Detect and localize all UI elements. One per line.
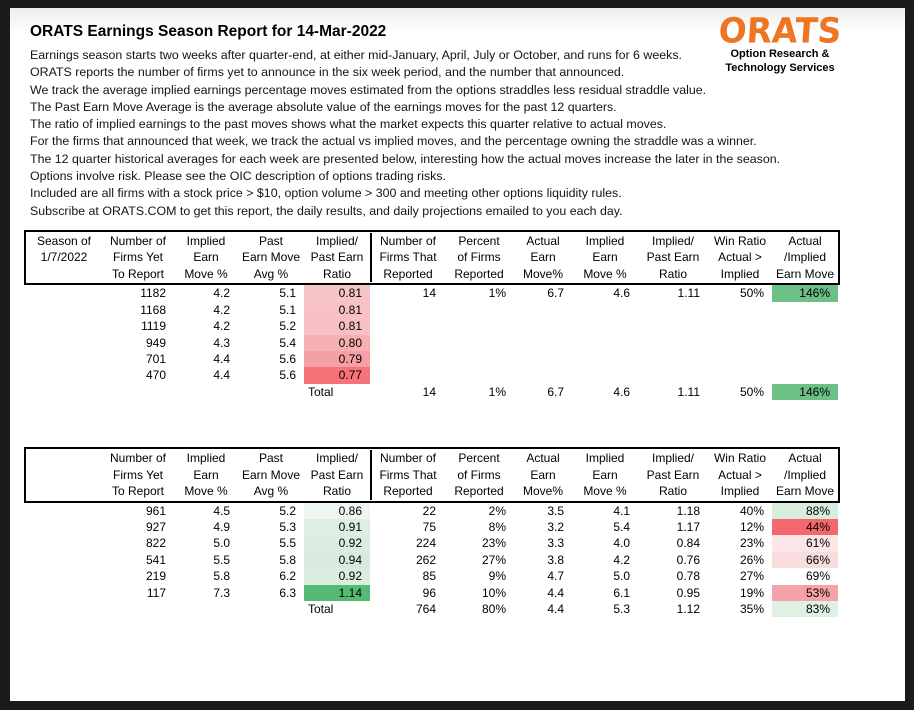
table-cell: 4.4 <box>547 585 564 600</box>
table-cell: 1.11 <box>677 286 700 301</box>
table-cell <box>26 285 102 301</box>
table-cell: 23% <box>739 536 764 551</box>
table-cell: 80% <box>481 602 506 617</box>
table-cell: 4.4 <box>547 602 564 617</box>
table-cell: 61% <box>772 535 838 551</box>
table-cell: 5.5 <box>279 536 296 551</box>
table-cell: 4.2 <box>613 552 630 567</box>
intro-line: The 12 quarter historical averages for each week are presented below, interesting how the actual moves increase the later in the season. <box>30 151 781 166</box>
table-cell: 0.77 <box>304 367 370 383</box>
table-cell: 0.81 <box>304 302 370 318</box>
table-cell: 0.78 <box>676 569 700 584</box>
table-cell: 9% <box>488 569 506 584</box>
intro-line: The Past Earn Move Average is the average absolute value of the earnings moves for the past 12 quarters. <box>30 99 617 114</box>
table-cell: 75 <box>422 520 436 535</box>
table-cell <box>514 318 572 334</box>
table-cell <box>26 568 102 584</box>
table-row <box>26 335 840 351</box>
table-cell <box>708 302 772 318</box>
table-cell: 4.7 <box>547 569 564 584</box>
table-cell: 12% <box>739 520 764 535</box>
table-cell: 0.92 <box>304 535 370 551</box>
table-cell: 0.91 <box>304 519 370 535</box>
table-cell: 6.1 <box>613 585 630 600</box>
table-cell: 5.0 <box>213 536 230 551</box>
table-cell <box>708 367 772 383</box>
table-row <box>26 384 840 400</box>
table-row <box>26 535 840 551</box>
table-row <box>26 519 840 535</box>
table-cell: Total <box>308 602 334 617</box>
table-cell: 1% <box>488 286 506 301</box>
table-cell: 224 <box>415 536 436 551</box>
table-cell: 4.2 <box>213 286 230 301</box>
logo-tagline-line2: Technology Services <box>725 61 835 74</box>
table-cell <box>638 302 708 318</box>
table-cell: 4.2 <box>213 319 230 334</box>
table-cell: 470 <box>145 368 166 383</box>
header-cell: Number of Firms That Reported <box>370 233 444 283</box>
table-cell: 19% <box>739 585 764 600</box>
table-row <box>26 601 840 617</box>
table-cell <box>370 318 444 334</box>
table-cell: 146% <box>772 285 838 301</box>
table-cell <box>772 335 838 351</box>
table-cell <box>772 367 838 383</box>
table-cell: 4.5 <box>213 503 230 518</box>
header-cell: Implied/ Past Earn Ratio <box>310 233 364 281</box>
table-cell: 1.17 <box>676 520 700 535</box>
intro-line: Earnings season starts two weeks after quarter-end, at either mid-January, April, July or October, and runs for 6 weeks. <box>30 48 682 62</box>
table-cell: 69% <box>805 569 830 584</box>
table-cell <box>572 351 638 367</box>
table-cell: 53% <box>772 585 838 601</box>
table-cell: 949 <box>145 335 166 350</box>
header-cell: Past Earn Move Avg % <box>241 451 301 499</box>
table-cell <box>26 585 102 601</box>
table-cell: 701 <box>145 352 166 367</box>
table-cell <box>26 535 102 551</box>
table-cell <box>26 302 102 318</box>
table-cell <box>26 503 102 519</box>
table-cell: 4.2 <box>213 302 230 317</box>
table-cell: 541 <box>145 552 166 567</box>
table-cell <box>238 384 304 400</box>
table-cell: 4.6 <box>613 384 630 399</box>
table-cell: 219 <box>145 569 166 584</box>
table-cell: 22 <box>422 503 436 518</box>
table-cell: 23% <box>481 536 506 551</box>
table-cell <box>26 384 102 400</box>
table-cell <box>26 552 102 568</box>
table-cell <box>514 335 572 351</box>
table-cell: 1.12 <box>676 602 700 617</box>
header-cell: Implied Earn Move % <box>184 233 228 281</box>
table-cell: 5.6 <box>279 352 296 367</box>
table-cell: 4.6 <box>613 286 630 301</box>
table-row <box>26 568 840 584</box>
table-cell: 5.6 <box>279 368 296 383</box>
table-cell <box>572 335 638 351</box>
header-cell: Win Ratio Actual > Implied <box>713 451 766 499</box>
table-row <box>26 351 840 367</box>
table-cell: 83% <box>772 601 838 617</box>
table-cell <box>772 351 838 367</box>
table-cell: 27% <box>481 552 506 567</box>
header-cell: Win Ratio Actual > Implied <box>713 233 766 281</box>
header-cell: Implied Earn Move % <box>583 451 627 499</box>
header-cell: Implied/ Past Earn Ratio <box>646 451 700 499</box>
table-cell <box>102 384 174 400</box>
table-cell: 26% <box>739 552 764 567</box>
header-cell: Actual Earn Move% <box>522 451 563 499</box>
table-cell: 3.3 <box>547 536 564 551</box>
table-cell: 27% <box>739 569 764 584</box>
table-header <box>24 230 840 286</box>
table-cell: 0.79 <box>304 351 370 367</box>
table-cell: 5.3 <box>613 602 630 617</box>
table-row <box>26 302 840 318</box>
report-header <box>10 8 905 220</box>
intro-line: ORATS reports the number of firms yet to announce in the six week period, and the number that announced. <box>30 65 625 80</box>
page-title: ORATS Earnings Season Report for 14-Mar-2022 <box>30 23 387 40</box>
earnings-table-historical-averages <box>24 447 840 617</box>
table-cell: 6.7 <box>547 286 564 301</box>
table-cell: 88% <box>772 503 838 519</box>
orats-wordmark-icon: ORATS <box>717 10 843 51</box>
header-cell: Implied Earn Move % <box>184 451 228 499</box>
table-cell: 5.1 <box>279 302 296 317</box>
orats-logo <box>705 10 855 75</box>
table-cell <box>370 335 444 351</box>
intro-line: Subscribe at ORATS.COM to get this report, the daily results, and daily projections emailed to you each day. <box>30 203 623 218</box>
table-body <box>24 285 840 400</box>
header-cell: Season of 1/7/2022 <box>36 233 92 265</box>
table-cell <box>370 302 444 318</box>
table-cell <box>26 335 102 351</box>
table-cell <box>444 302 514 318</box>
header-cell: Actual /Implied Earn Move <box>775 233 835 281</box>
table-cell <box>238 601 304 617</box>
table-cell: 6.2 <box>279 569 296 584</box>
table-cell: 961 <box>145 503 166 518</box>
header-cell: Actual /Implied Earn Move <box>775 451 835 499</box>
table-cell: 4.1 <box>613 503 630 518</box>
table-cell: 50% <box>739 384 764 399</box>
table-cell: 40% <box>739 503 764 518</box>
table-cell: 4.0 <box>613 536 630 551</box>
earnings-table-current-season <box>24 230 840 400</box>
table-cell: 0.86 <box>304 503 370 519</box>
table-cell <box>174 601 238 617</box>
table-cell: 5.8 <box>279 552 296 567</box>
table-cell: 4.4 <box>213 368 230 383</box>
table-cell <box>514 351 572 367</box>
header-cell: Implied Earn Move % <box>583 233 627 281</box>
table-cell: 1168 <box>140 302 166 317</box>
table-cell <box>26 601 102 617</box>
header-cell: Actual Earn Move% <box>522 233 563 281</box>
table-cell <box>638 318 708 334</box>
table-cell: 3.2 <box>547 520 564 535</box>
table-cell: 0.94 <box>304 552 370 568</box>
table-cell <box>444 318 514 334</box>
table-cell <box>514 302 572 318</box>
table-cell: 1.14 <box>304 585 370 601</box>
table-cell: 4.3 <box>213 335 230 350</box>
header-cell: Number of Firms Yet To Report <box>109 233 167 281</box>
table-cell: 5.4 <box>613 520 630 535</box>
table-cell: 764 <box>415 602 436 617</box>
table-header <box>24 447 840 503</box>
table-cell <box>638 335 708 351</box>
table-cell <box>708 351 772 367</box>
table-cell: 5.0 <box>613 569 630 584</box>
table-cell <box>708 318 772 334</box>
table-cell: 35% <box>739 602 764 617</box>
header-cell: Percent of Firms Reported <box>454 233 504 281</box>
header-cell: Implied/ Past Earn Ratio <box>310 451 364 499</box>
table-cell: 1.11 <box>677 384 700 399</box>
table-cell: 5.3 <box>279 520 296 535</box>
table-cell: 262 <box>415 552 436 567</box>
table-cell <box>772 318 838 334</box>
header-cell: Number of Firms That Reported <box>370 450 444 500</box>
table-cell <box>572 367 638 383</box>
table-cell: 2% <box>488 503 506 518</box>
table-cell <box>26 367 102 383</box>
table-cell: 66% <box>772 552 838 568</box>
table-cell: 0.95 <box>676 585 700 600</box>
table-cell: 14 <box>422 384 436 399</box>
table-cell <box>572 302 638 318</box>
table-cell: 3.8 <box>547 552 564 567</box>
table-cell: 5.5 <box>213 552 230 567</box>
table-cell <box>102 601 174 617</box>
table-cell: 96 <box>422 585 436 600</box>
table-cell: 0.81 <box>304 285 370 301</box>
table-cell: 1119 <box>141 319 166 334</box>
table-cell: 5.4 <box>279 335 296 350</box>
table-cell: 0.81 <box>304 318 370 334</box>
table-body <box>24 503 840 618</box>
logo-tagline-line1: Option Research & <box>730 48 830 60</box>
table-cell: 85 <box>422 569 436 584</box>
table-cell <box>444 367 514 383</box>
table-cell: 50% <box>739 286 764 301</box>
table-cell: 5.8 <box>213 569 230 584</box>
table-cell: 927 <box>145 520 166 535</box>
table-cell <box>26 318 102 334</box>
table-cell: 8% <box>488 520 506 535</box>
table-cell <box>174 384 238 400</box>
header-cell: Implied/ Past Earn Ratio <box>646 233 700 281</box>
table-cell: Total <box>308 384 334 399</box>
table-cell <box>772 302 838 318</box>
table-cell: 117 <box>146 585 166 600</box>
table-row <box>26 367 840 383</box>
table-cell: 1% <box>488 384 506 399</box>
table-cell <box>444 335 514 351</box>
table-cell <box>26 351 102 367</box>
table-cell <box>370 351 444 367</box>
intro-line: Options involve risk. Please see the OIC description of options trading risks. <box>30 169 446 184</box>
table-cell: 1.18 <box>676 503 700 518</box>
table-cell: 10% <box>481 585 506 600</box>
table-cell: 5.1 <box>279 286 296 301</box>
table-cell <box>572 318 638 334</box>
table-cell <box>708 335 772 351</box>
table-row <box>26 503 840 519</box>
intro-line: For the firms that announced that week, we track the actual vs implied moves, and the percentage owning the straddle was a winner. <box>30 134 757 149</box>
table-row <box>26 552 840 568</box>
table-cell: 0.80 <box>304 335 370 351</box>
table-cell: 5.2 <box>279 503 296 518</box>
table-cell <box>638 367 708 383</box>
intro-line: The ratio of implied earnings to the past moves shows what the market expects this quarter relative to actual moves. <box>30 117 667 132</box>
table-row <box>26 318 840 334</box>
table-cell: 0.92 <box>304 568 370 584</box>
header-cell: Percent of Firms Reported <box>454 451 504 499</box>
header-cell: Past Earn Move Avg % <box>241 233 301 281</box>
table-cell: 7.3 <box>213 585 230 600</box>
header-cell: Number of Firms Yet To Report <box>109 451 167 499</box>
table-cell: 1182 <box>140 286 166 301</box>
table-cell: 6.3 <box>279 585 296 600</box>
table-cell <box>26 519 102 535</box>
table-row <box>26 585 840 601</box>
table-cell <box>514 367 572 383</box>
report-page <box>10 8 905 701</box>
table-cell: 4.9 <box>213 520 230 535</box>
intro-line: Included are all firms with a stock price > $10, option volume > 300 and meeting other options liquidity rules. <box>30 186 622 201</box>
table-cell: 822 <box>145 536 166 551</box>
table-cell <box>444 351 514 367</box>
table-cell: 5.2 <box>279 319 296 334</box>
table-row <box>26 285 840 301</box>
table-cell: 3.5 <box>547 503 564 518</box>
intro-line: We track the average implied earnings percentage moves estimated from the options straddles less residual straddle value. <box>30 82 707 97</box>
table-cell: 0.84 <box>676 536 700 551</box>
table-cell <box>370 367 444 383</box>
table-cell: 146% <box>772 384 838 400</box>
table-cell: 4.4 <box>213 352 230 367</box>
table-cell: 6.7 <box>547 384 564 399</box>
table-cell <box>638 351 708 367</box>
table-cell: 14 <box>422 286 436 301</box>
table-cell: 0.76 <box>676 552 700 567</box>
header-cell <box>26 450 102 500</box>
table-cell: 44% <box>772 519 838 535</box>
